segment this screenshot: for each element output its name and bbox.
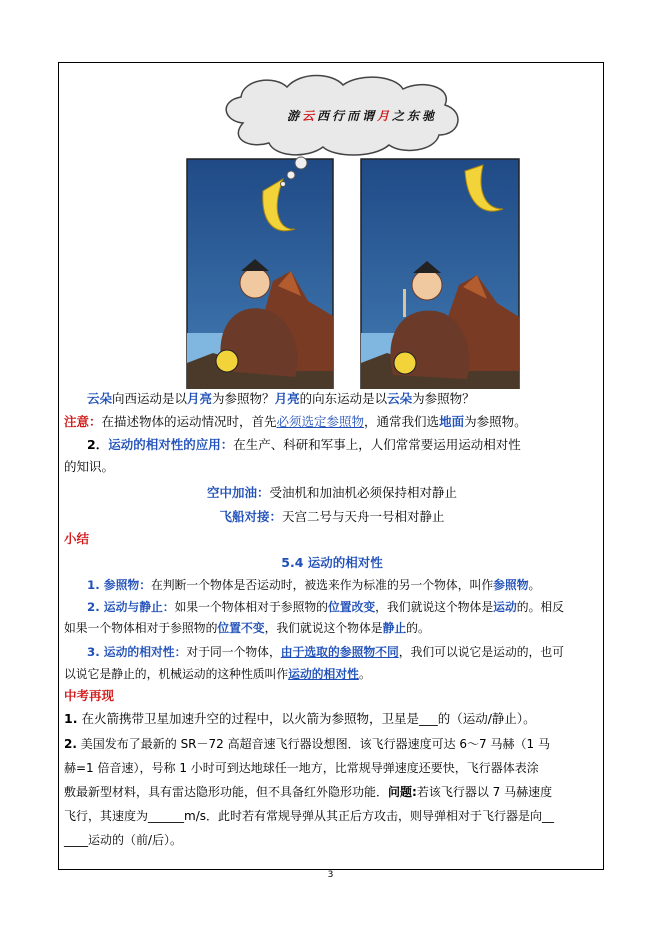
cloud-title-char: 东 <box>407 109 420 123</box>
page-number: 3 <box>327 870 334 880</box>
summary-item3-line2: 以说它是静止的，机械运动的这种性质叫作运动的相对性。 <box>64 667 371 681</box>
summary-heading: 小结 <box>64 531 90 546</box>
content-frame <box>58 62 604 870</box>
para-cloud-moon: 云朵向西运动是以月亮为参照物？月亮的向东运动是以云朵为参照物？ <box>87 391 475 406</box>
cloud-title-char: 谓 <box>362 109 375 123</box>
exam-q2-line5: ____运动的（前/后）。 <box>64 833 183 847</box>
exam-q2-line4: 飞行，其速度为______m/s．此时若有常规导弹从其正后方攻击，则导弹相对于飞行器是向__ <box>64 809 555 823</box>
cloud-title-char: 月 <box>377 109 390 123</box>
point2-line1: 2．运动的相对性的应用：在生产、科研和军事上，人们常常要运用运动相对性 <box>87 437 521 452</box>
cloud-title-char: 游 <box>287 109 300 123</box>
exam-q2-line2: 赫=1 倍音速），号称 1 小时可到达地球任一地方，比常规导弹速度还要快，飞行器体表涂 <box>64 761 539 775</box>
summary-item3-line1: 3. 运动的相对性：对于同一个物体，由于选取的参照物不同，我们可以说它是运动的，也可 <box>87 645 564 659</box>
q2-direction-blank-cont[interactable]: ____ <box>64 833 88 847</box>
q1-blank[interactable]: ___ <box>418 711 438 726</box>
exam-q2-line3: 敷最新型材料，具有雷达隐形功能，但不具备红外隐形功能．问题:若该飞行器以 7 马赫速度 <box>64 785 553 799</box>
summary-item1: 1. 参照物：在判断一个物体是否运动时，被选来作为标准的另一个物体，叫作参照物。 <box>87 578 541 592</box>
summary-title: 5.4 运动的相对性 <box>281 555 383 570</box>
example-refueling: 空中加油：受油机和加油机必须保持相对静止 <box>206 485 458 500</box>
cloud-title-char: 云 <box>302 109 315 123</box>
q2-speed-blank[interactable]: ______ <box>148 809 185 823</box>
exam-heading: 中考再现 <box>64 688 115 703</box>
cloud-title-char: 之 <box>392 109 405 123</box>
q2-direction-blank[interactable]: __ <box>542 809 555 823</box>
right-panel <box>361 159 519 389</box>
note-line: 注意：在描述物体的运动情况时，首先必须选定参照物，通常我们选地面为参照物。 <box>64 414 527 429</box>
exam-q1: 1. 在火箭携带卫星加速升空的过程中，以火箭为参照物，卫星是___的（运动/静止）。 <box>64 711 536 726</box>
cloud-title-char: 西 <box>317 109 330 123</box>
summary-item2-line1: 2. 运动与静止：如果一个物体相对于参照物的位置改变，我们就说这个物体是运动的。相反 <box>87 600 564 614</box>
left-panel <box>187 159 333 389</box>
cloud-title-char: 行 <box>332 109 345 123</box>
summary-item2-line2: 如果一个物体相对于参照物的位置不变，我们就说这个物体是静止的。 <box>64 621 430 635</box>
example-docking: 飞船对接：天宫二号与天舟一号相对静止 <box>219 509 445 524</box>
cloud-title-char: 驰 <box>422 109 435 123</box>
exam-q2-line1: 2. 美国发布了最新的 SR－72 高超音速飞行器设想图．该飞行器速度可达 6～7 马赫（1 马 <box>64 737 550 751</box>
point2-line2: 的知识。 <box>64 459 115 474</box>
cloud-title-char: 而 <box>347 109 360 123</box>
illustration <box>183 71 523 389</box>
